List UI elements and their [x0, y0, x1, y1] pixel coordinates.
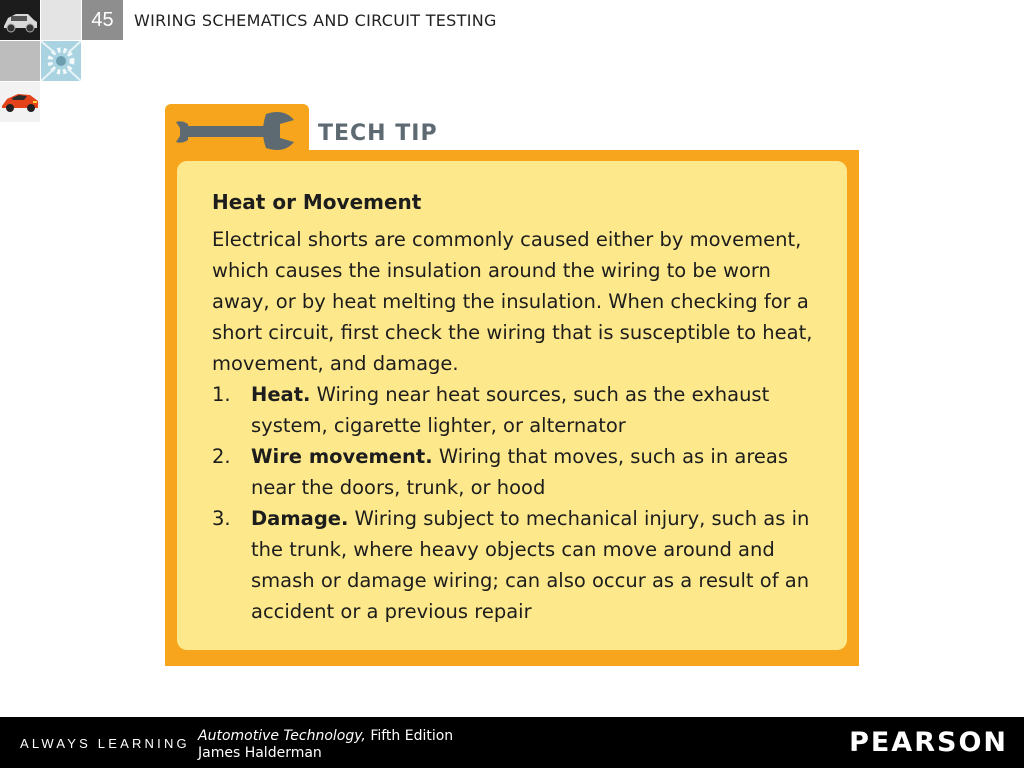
gear-thumbnail-icon [41, 41, 81, 81]
gray-thumbnail [0, 41, 40, 81]
list-term: Damage. [251, 507, 349, 530]
list-number: 3. [212, 507, 231, 530]
pearson-logo: PEARSON [849, 727, 1008, 758]
list-item [212, 503, 822, 627]
list-term: Wire movement. [251, 445, 433, 468]
book-author: James Halderman [198, 745, 322, 761]
list-text [251, 379, 822, 441]
list-description: Wiring near heat sources, such as the exhaust system, cigarette lighter, or alternator [251, 383, 770, 437]
list-term: Heat. [251, 383, 311, 406]
list-description: Wiring subject to mechanical injury, such as in the trunk, where heavy objects can move around and smash or damage wiring; can also occur as a result of an accident or a previous repair [251, 507, 810, 623]
wrench-icon [176, 110, 300, 152]
list-number: 2. [212, 445, 231, 468]
tech-tip-label: TECH TIP [318, 121, 438, 146]
book-credit [198, 728, 453, 762]
list-description: Wiring that moves, such as in areas near the doors, trunk, or hood [251, 445, 789, 499]
list-item [212, 441, 822, 503]
list-item [212, 379, 822, 441]
book-edition: Fifth Edition [365, 728, 454, 744]
slide-title: WIRING SCHEMATICS AND CIRCUIT TESTING [134, 11, 497, 30]
blank-thumbnail [41, 0, 81, 40]
tagline: ALWAYS LEARNING [20, 736, 190, 751]
tip-list [212, 379, 822, 627]
footer-bar [0, 717, 1024, 768]
list-text [251, 441, 822, 503]
list-text [251, 503, 822, 627]
car-thumbnail-icon [0, 0, 40, 40]
slide-number: 45 [91, 8, 114, 31]
list-number: 1. [212, 383, 231, 406]
tip-heading: Heat or Movement [212, 190, 422, 214]
slide-number-box [82, 0, 123, 40]
sportscar-thumbnail-icon [0, 82, 40, 122]
tip-intro: Electrical shorts are commonly caused either by movement, which causes the insulation around the wiring to be worn away, or by heat melting the insulation. When checking for a short circuit, first check the wiring that is susceptible to heat, movement, and damage. [212, 228, 813, 375]
tip-content [212, 190, 822, 627]
book-title: Automotive Technology, [198, 728, 366, 744]
